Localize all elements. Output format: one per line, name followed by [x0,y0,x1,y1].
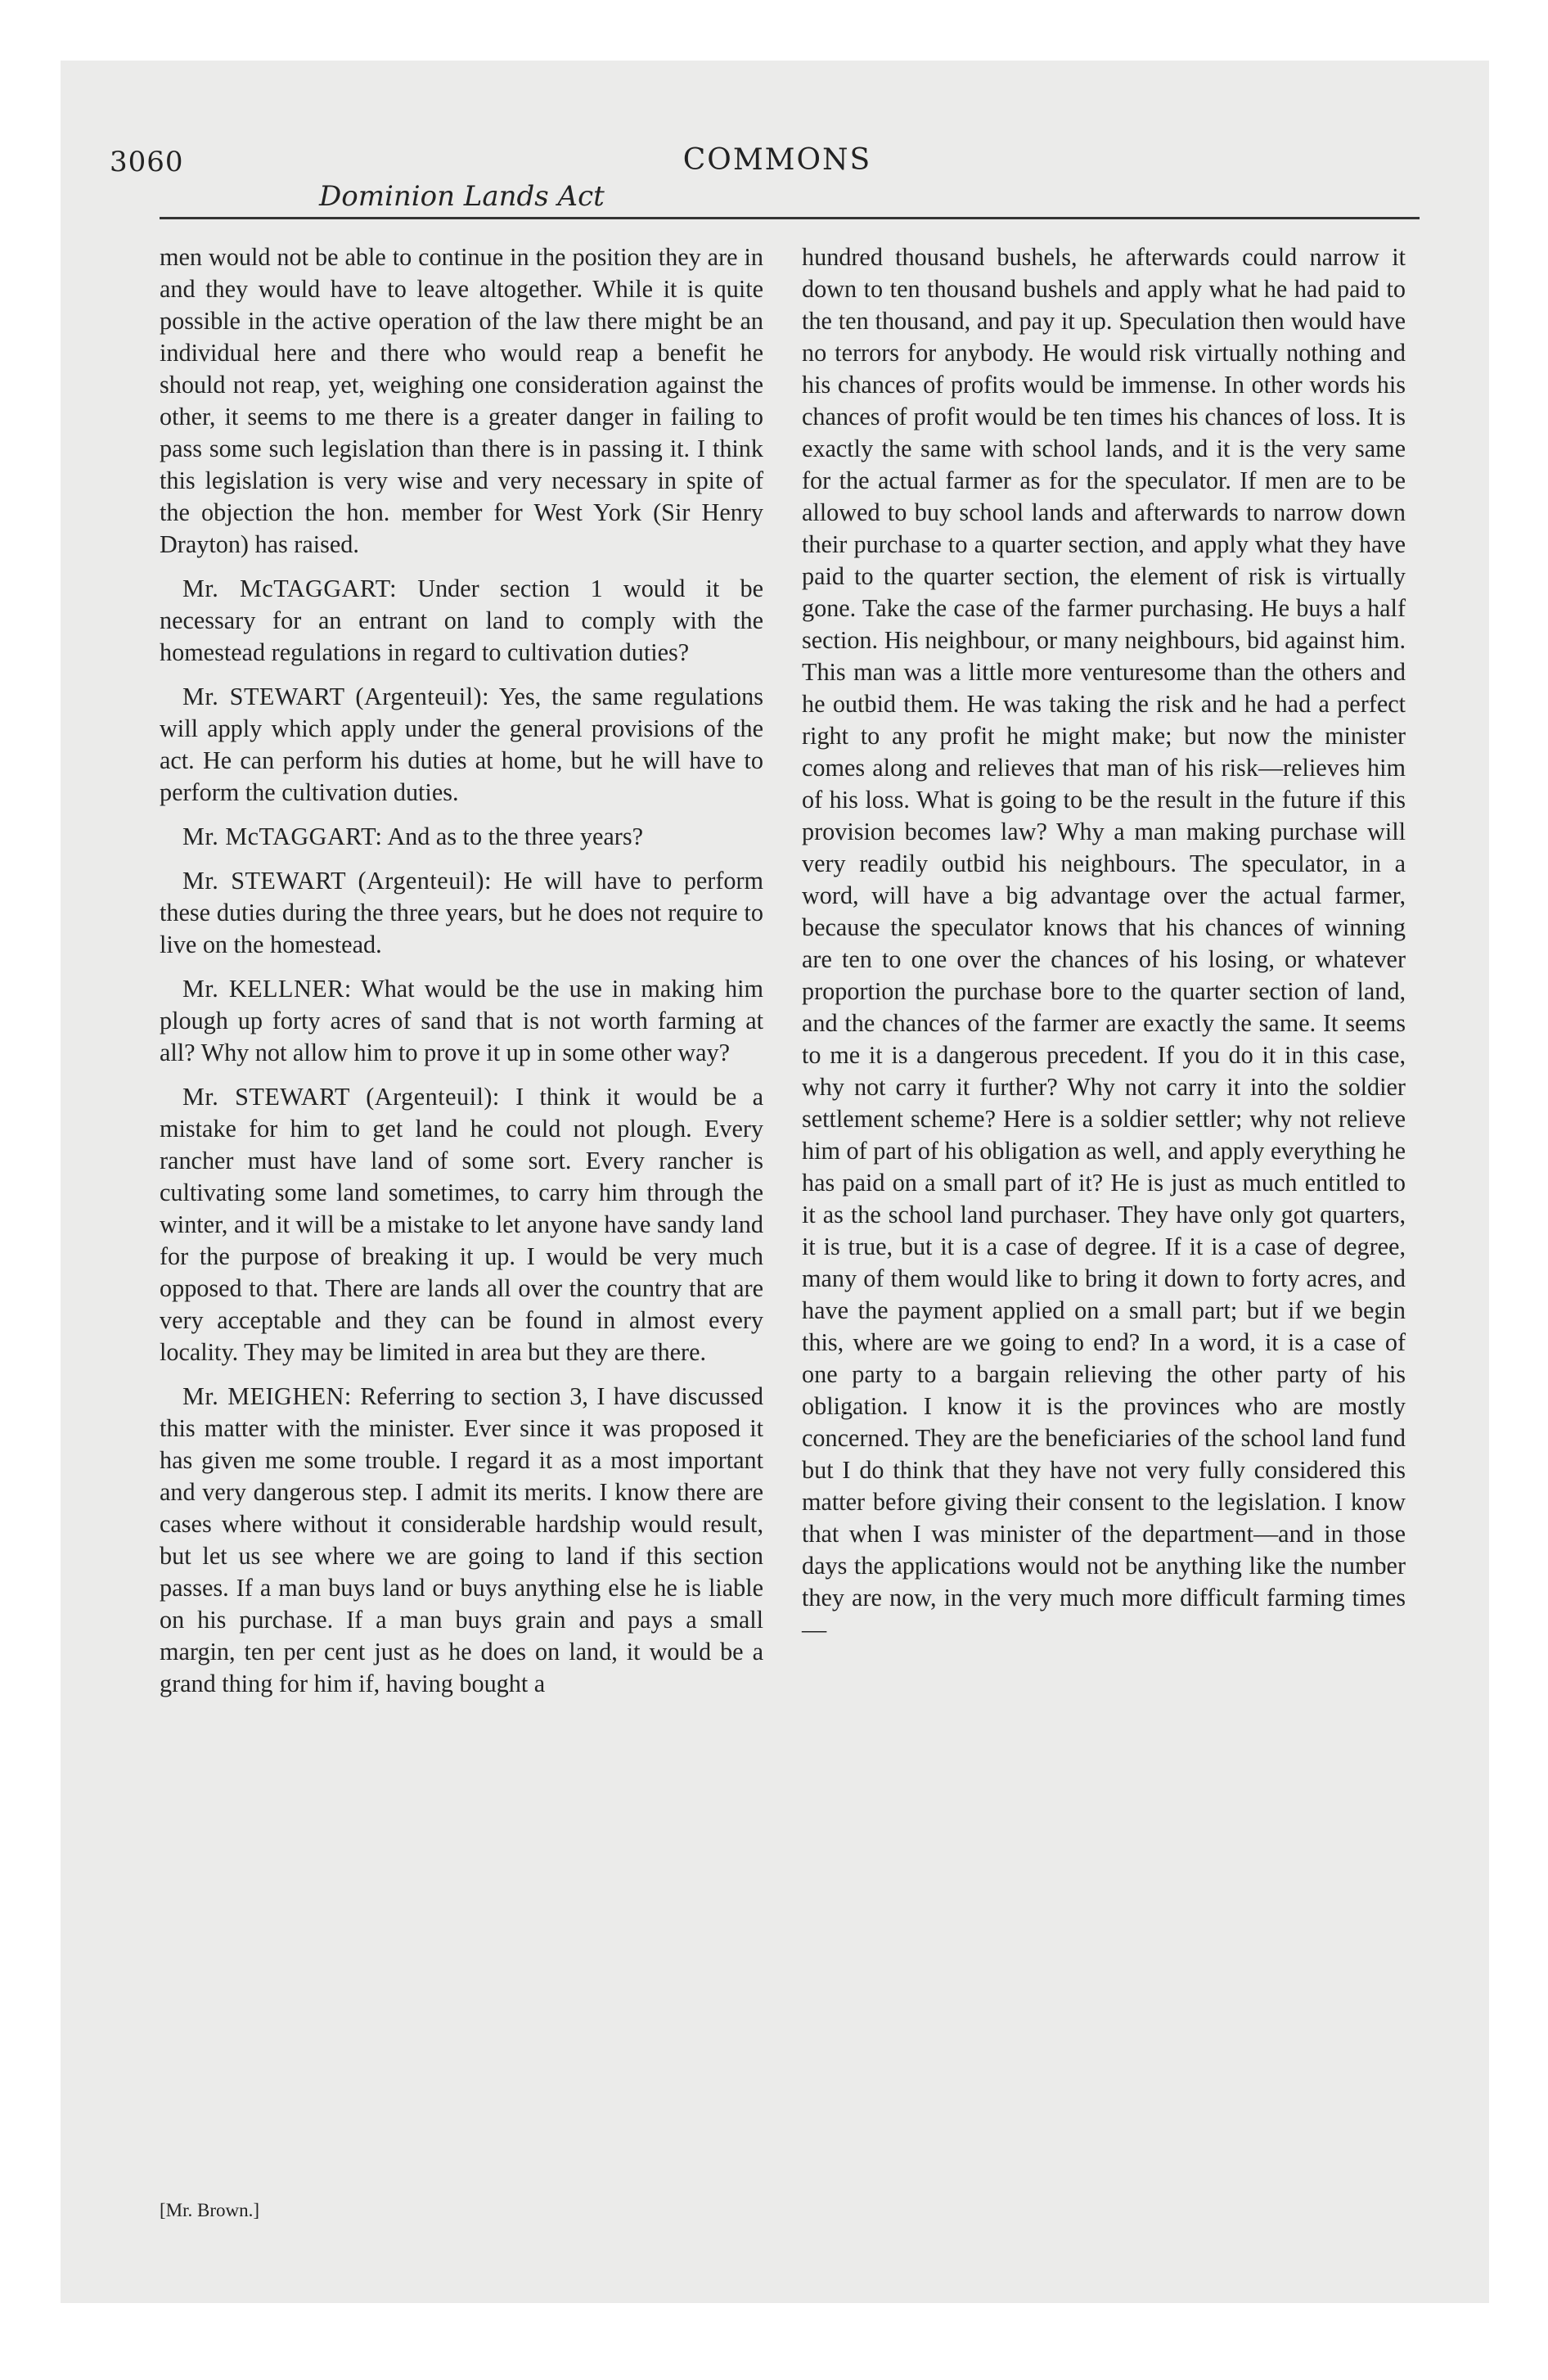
left-column [160,241,763,1712]
paragraph [160,573,763,669]
paragraph [802,241,1406,1646]
page-header-title: COMMONS [682,143,872,177]
paragraph [160,865,763,961]
speaker-name: Mr. STEWART (Argenteuil): [182,683,489,710]
right-column [802,241,1406,1658]
running-title: Dominion Lands Act [319,180,605,213]
paragraph [160,973,763,1069]
footer-note: [Mr. Brown.] [160,2200,260,2220]
speaker-name: Mr. KELLNER: [182,975,352,1003]
paragraph [160,1381,763,1700]
header-rule [160,217,1420,219]
paragraph [160,241,763,561]
paragraph [160,821,763,853]
paragraph-text: Referring to section 3, I have discussed this matter with the minister. Ever since it was proposed it has given me some trouble. I regard it as a most important and very dangerous step. I admit its merits. I know there are cases where without it considerable hardship would result, but let us see where we are going to land if this section passes. If a man buys land or buys anything else he is liable on his purchase. If a man buys grain and pays a small margin, ten per cent just as he does on land, it would be a grand thing for him if, having bought a [160,1382,763,1697]
paragraph [160,1081,763,1368]
speaker-name: Mr. STEWART (Argenteuil): [182,1083,500,1111]
page-number: 3060 [110,146,184,178]
paragraph-text: Under section 1 would it be necessary for an entrant on land to comply with the homestead regulations in regard to cultivation duties? [160,575,764,666]
paragraph-text: And as to the three years? [387,823,643,850]
speaker-name: Mr. STEWART (Argenteuil): [182,867,492,895]
paragraph-text: What would be the use in making him plough up forty acres of sand that is not worth farming at all? Why not allow him to prove it up in some other way? [160,975,763,1066]
paragraph-text: I think it would be a mistake for him to get land he could not plough. Every rancher must have land of some sort. Every rancher is cultivating some land sometimes, to carry him through the winter, and it will be a mistake to let anyone have sandy land for the purpose of breaking it up. I would be very much opposed to that. There are lands all over the country that are very acceptable and they can be found in almost every locality. They may be limited in area but they are there. [160,1083,763,1366]
paragraph-text: hundred thousand bushels, he afterwards could narrow it down to ten thousand bushels and apply what he had paid to the ten thousand, and pay it up. Speculation then would have no terrors for anybody. He would risk virtually nothing and his chances of profits would be immense. In other words his chances of profit would be ten times his chances of loss. It is exactly the same with school lands, and it is the very same for the actual farmer as for the speculator. If men are to be allowed to buy school lands and afterwards to narrow down their purchase to a quarter section, and apply what they have paid to the quarter section, the element of risk is virtually gone. Take the case of the farmer purchasing. He buys a half section. His neighbour, or many neighbours, bid against him. This man was a little more venturesome than the others and he outbid them. He was taking the risk and he had a perfect right to any profit he might make; but now the minister comes along and relieves that man of his risk—relieves him of his loss. What is going to be the result in the future if this provision becomes law? Why a man making purchase will very readily outbid his neighbours. The speculator, in a word, will have a big advantage over the actual farmer, because the speculator knows that his chances of winning are ten to one over the chances of his losing, or whatever proportion the purchase bore to the quarter section of land, and the chances of the farmer are exactly the same. It seems to me it is a dangerous precedent. If you do it in this case, why not carry it further? Why not carry it into the soldier settlement scheme? Here is a soldier settler; why not relieve him of part of his obligation as well, and apply everything he has paid on a small part of it? He is just as much entitled to it as the school land purchaser. They have only got quarters, it is true, but it is a case of degree. If it is a case of degree, many of them would like to bring it down to forty acres, and have the payment applied on a small part; but if we begin this, where are we going to end? In a word, it is a case of one party to a bargain relieving the other party of his obligation. I know it is the provinces who are mostly concerned. They are the beneficiaries of the school land fund but I do think that they have not very fully considered this matter before giving their consent to the legislation. I know that when I was minister of the department—and in those days the applications would not be anything like the number they are now, in the very much more difficult farming times— [802,243,1406,1643]
paragraph-text: He will have to perform these duties during the three years, but he does not require to live on the homestead. [160,867,763,958]
paragraph-text: men would not be able to continue in the position they are in and they would have to leave altogether. While it is quite possible in the active operation of the law there might be an individual here and there who would reap a benefit he should not reap, yet, weighing one consideration against the other, it seems to me there is a greater danger in failing to pass some such legislation than there is in passing it. I think this legislation is very wise and very necessary in spite of the objection the hon. member for West York (Sir Henry Drayton) has raised. [160,243,763,558]
paragraph [160,681,763,809]
speaker-name: Mr. McTAGGART: [182,575,398,602]
speaker-name: Mr. McTAGGART: [182,823,383,850]
speaker-name: Mr. MEIGHEN: [182,1382,352,1410]
paragraph-text: Yes, the same regulations will apply which apply under the general provisions of the act. He can perform his duties at home, but he will have to perform the cultivation duties. [160,683,763,806]
